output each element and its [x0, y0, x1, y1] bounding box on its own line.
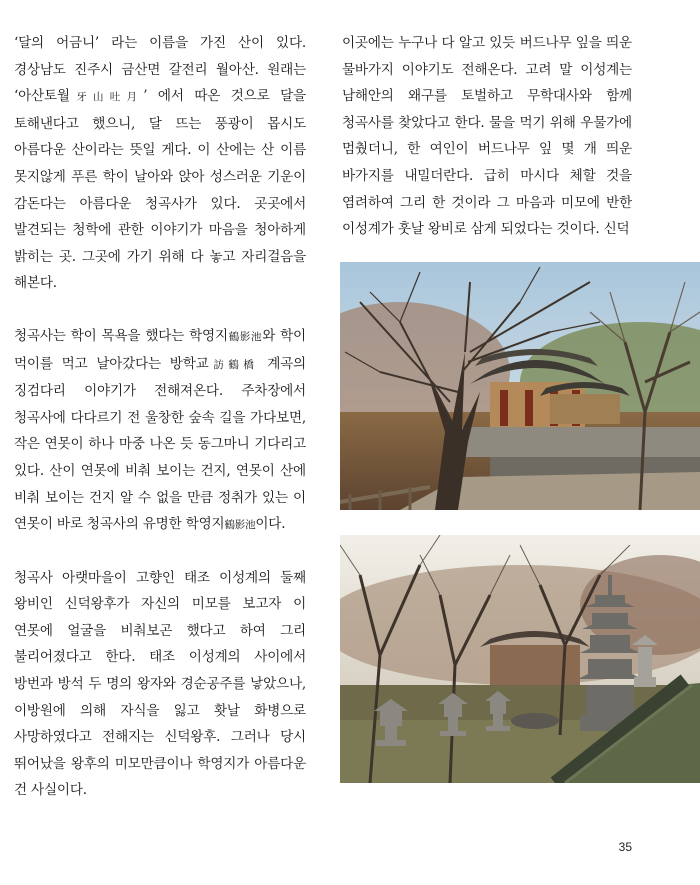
temple-photo-icon: [340, 262, 700, 510]
text-run: 와 학이 먹이를 먹고 날아갔다는 방학교: [14, 327, 306, 372]
page-number: 35: [618, 840, 632, 854]
paragraph-willow-legend: 이곳에는 누구나 다 알고 있듯 버드나무 잎을 띄운 물바가지 이야기도 전해온다. 고려 말 이성계는 남해안의 왜구를 토벌하고 무학대사와 함께 청곡사를 찾았다고 한다. 물을 먹기 위해 우물가에 멈췄더니, 한 여인이 버드나무 잎 몇 개 띄운 바가지를 내밀더란다. 급히 마시다 체할 것을 염려하여 그리 한 것이라 그 마음과 미모에 반한 이성계가 훗날 왕비로 삼게 되었다는 것이다. 신덕: [342, 35, 632, 238]
pagoda-photo: [340, 535, 700, 783]
paragraph-hakyeongji: [14, 323, 306, 539]
hanja-run: 鶴影池: [227, 330, 263, 343]
text-run: ‘달의 어금니’ 라는 이름을 가진 산이 있다. 경상남도 진주시 금산면 갈전리 월아산. 원래는 ‘아산토월: [14, 35, 306, 105]
text-run: 계곡의 징검다리 이야기가 전해져온다. 주차장에서 청곡사에 다다르기 전 울창한 숲속 길을 가다보면, 작은 연못이 하나 마중 나온 듯 동그마니 기다리고 있다. 산이 연못에 비춰 보이는 건지, 연못이 산에 비춰 보이는 건지 알 수 없을 만큼 정취가 있는 이 연못이 바로 청곡사의 유명한 학영지: [14, 355, 306, 533]
temple-photo: [340, 262, 700, 510]
right-column: [342, 30, 632, 243]
text-run: ’ 에서 따온 것으로 달을 토해낸다고 했으니, 달 뜨는 풍광이 몹시도 아름다운 산이라는 뜻일 게다. 이 산에는 산 이름 못지않게 푸른 학이 날아와 앉아 성스러운 기운이 감돈다는 아름다운 청곡사가 있다. 곳곳에서 발견되는 청학에 관한 이야기가 마음을 청아하게 밝히는 곳. 그곳에 가기 위해 다 놓고 자리걸음을 해본다.: [14, 88, 306, 292]
pagoda-photo-icon: [340, 535, 700, 783]
text-run: 청곡사는 학이 목욕을 했다는 학영지: [14, 327, 228, 344]
hanja-run: 牙山吐月: [69, 91, 144, 104]
text-run: 이다.: [255, 516, 286, 533]
paragraph-intro: [14, 30, 306, 297]
hanja-run: 訪鶴橋: [208, 358, 259, 371]
paragraph-queen: 청곡사 아랫마을이 고향인 태조 이성계의 둘째 왕비인 신덕왕후가 자신의 미모를 보고자 이 연못에 얼굴을 비춰보곤 했다고 하여 그리 불리어졌다고 한다. 태조 이성계의 사이에서 방번과 방석 두 명의 왕자와 경순공주를 낳았으나, 이방원에 의해 자식을 잃고 홧날 화병으로 사망하였다고 전해지는 신덕왕후. 그러나 당시 뛰어났을 왕후의 미모만큼이나 학영지가 아름다운 건 사실이다.: [14, 569, 306, 799]
hanja-run: 鶴影池: [224, 519, 256, 532]
left-column: [14, 30, 306, 804]
